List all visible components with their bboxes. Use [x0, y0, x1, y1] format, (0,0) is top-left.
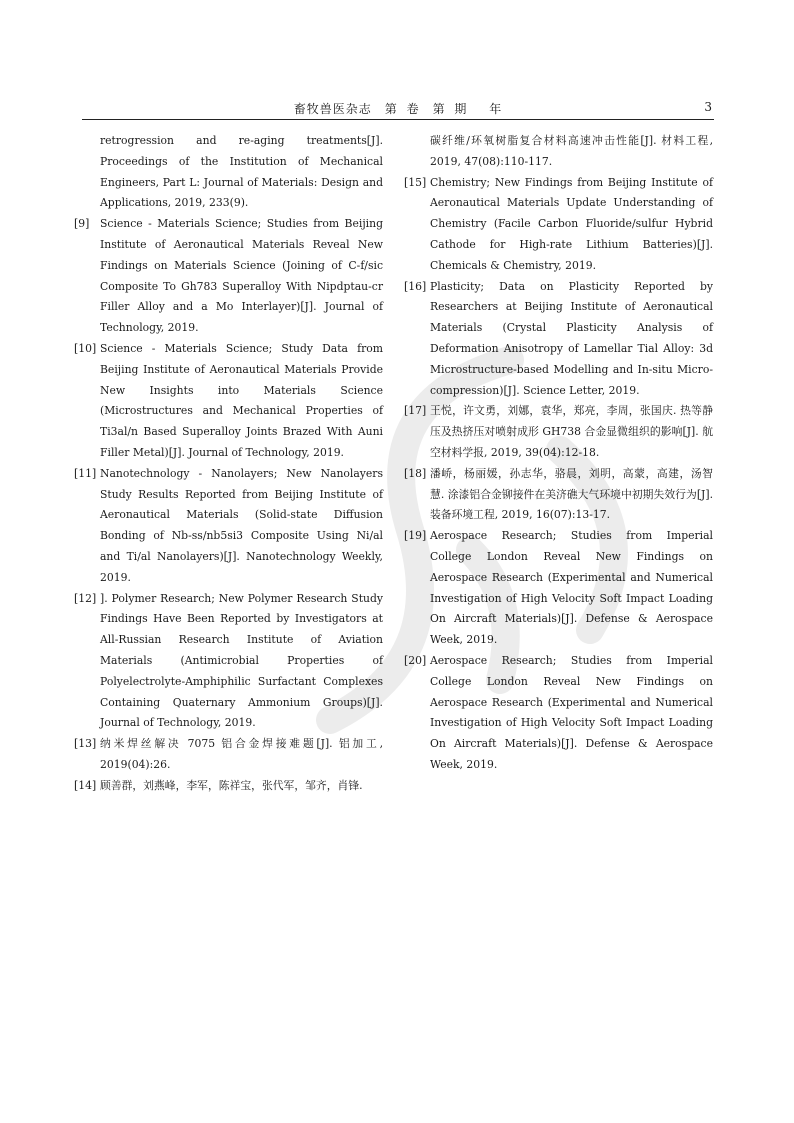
- reference-column-right: [404, 131, 713, 776]
- reference-column-left: [74, 131, 383, 797]
- reference-text: Aerospace Research; Studies from Imperial College London Reveal New Findings on Aerospace Research (Experimental and Numerical Investigation of High Velocity Soft Impact Loading On Aircraft Materials)[J]. Defense & Aerospace Week, 2019.: [430, 529, 713, 647]
- reference-item: [74, 339, 383, 464]
- reference-item: [74, 776, 383, 797]
- reference-item: [404, 651, 713, 776]
- reference-number: [14]: [74, 778, 97, 792]
- page-number: 3: [704, 100, 712, 114]
- reference-text: 王悦，许文勇，刘娜，袁华，郑亮，李周，张国庆. 热等静压及热挤压对喷射成形 GH738 合金显微组织的影响[J]. 航空材料学报, 2019, 39(04):12-18.: [430, 404, 713, 459]
- reference-item: [404, 526, 713, 651]
- reference-number: [12]: [74, 591, 97, 605]
- reference-number: [13]: [74, 737, 97, 751]
- reference-text: 纳米焊丝解决 7075 铝合金焊接难题[J]. 铝加工, 2019(04):26.: [100, 737, 383, 771]
- reference-number: [20]: [404, 653, 427, 667]
- reference-number: [9]: [74, 217, 90, 231]
- reference-number: [11]: [74, 466, 97, 480]
- reference-text: Aerospace Research; Studies from Imperial College London Reveal New Findings on Aerospace Research (Experimental and Numerical Investigation of High Velocity Soft Impact Loading On Aircraft Materials)[J]. Defense & Aerospace Week, 2019.: [430, 653, 713, 771]
- reference-item: [74, 214, 383, 339]
- reference-number: [18]: [404, 466, 427, 480]
- reference-text: Nanotechnology - Nanolayers; New Nanolayers Study Results Reported from Beijing Institute of Aeronautical Materials (Solid-state Diffusion Bonding of Nb-ss/nb5si3 Composite Using Ni/al and Ti/al Nanolayers)[J]. Nanotechnology Weekly, 2019.: [100, 466, 383, 584]
- reference-item: [404, 464, 713, 526]
- running-header: [82, 99, 714, 120]
- reference-item: [74, 589, 383, 735]
- reference-text: 顾善群，刘燕峰，李军，陈祥宝，张代军，邹齐，肖锋.: [100, 778, 363, 792]
- reference-text: Chemistry; New Findings from Beijing Institute of Aeronautical Materials Update Understanding of Chemistry (Facile Carbon Fluoride/sulfur Hybrid Cathode for High-rate Lithium Batteries)[J]. Chemicals & Chemistry, 2019.: [430, 175, 713, 272]
- reference-item: [404, 173, 713, 277]
- reference-item: [412, 131, 713, 173]
- reference-text: Science - Materials Science; Study Data from Beijing Institute of Aeronautical Materials Provide New Insights into Materials Science (Microstructures and Mechanical Properties of Ti3al/n Based Superalloy Joints Brazed With Auni Filler Metal)[J]. Journal of Technology, 2019.: [100, 341, 383, 459]
- reference-item: [74, 734, 383, 776]
- reference-item: [404, 401, 713, 463]
- reference-number: [16]: [404, 279, 427, 293]
- reference-number: [10]: [74, 341, 97, 355]
- reference-text: ]. Polymer Research; New Polymer Research Study Findings Have Been Reported by Investigators at All-Russian Research Institute of Aviation Materials (Antimicrobial Properties of Polyelectrolyte-Amphiphilic Surfactant Complexes Containing Quaternary Ammonium Groups)[J]. Journal of Technology, 2019.: [100, 591, 383, 730]
- reference-text: 碳纤维/环氧树脂复合材料高速冲击性能[J]. 材料工程, 2019, 47(08):110-117.: [430, 134, 713, 168]
- reference-item: [74, 464, 383, 589]
- reference-text: Science - Materials Science; Studies from Beijing Institute of Aeronautical Materials Reveal New Findings on Materials Science (Joining of C-f/sic Composite To Gh783 Superalloy With Nipdptau-cr Filler Alloy and a Mo Interlayer)[J]. Journal of Technology, 2019.: [100, 217, 383, 335]
- reference-number: [19]: [404, 529, 427, 543]
- reference-number: [15]: [404, 175, 427, 189]
- reference-item: [82, 131, 383, 214]
- reference-item: [404, 277, 713, 402]
- reference-number: [17]: [404, 404, 427, 418]
- reference-text: retrogression and re-aging treatments[J]. Proceedings of the Institution of Mechanical Engineers, Part L: Journal of Materials: Design and Applications, 2019, 233(9).: [100, 134, 383, 210]
- journal-title: 畜牧兽医杂志 第 卷 第 期 年: [293, 102, 503, 116]
- reference-text: 潘峤，杨丽媛，孙志华，骆晨，刘明，高蒙，高建，汤智慧. 涂漆铝合金铆接件在美济礁大气环境中初期失效行为[J]. 装备环境工程, 2019, 16(07):13-17.: [430, 466, 713, 522]
- reference-text: Plasticity; Data on Plasticity Reported by Researchers at Beijing Institute of Aeronautical Materials (Crystal Plasticity Analysis of Deformation Anisotropy of Lamellar Tial Alloy: 3d Microstructure-based Modelling and In-situ Micro-compression)[J]. Science Letter, 2019.: [430, 279, 713, 397]
